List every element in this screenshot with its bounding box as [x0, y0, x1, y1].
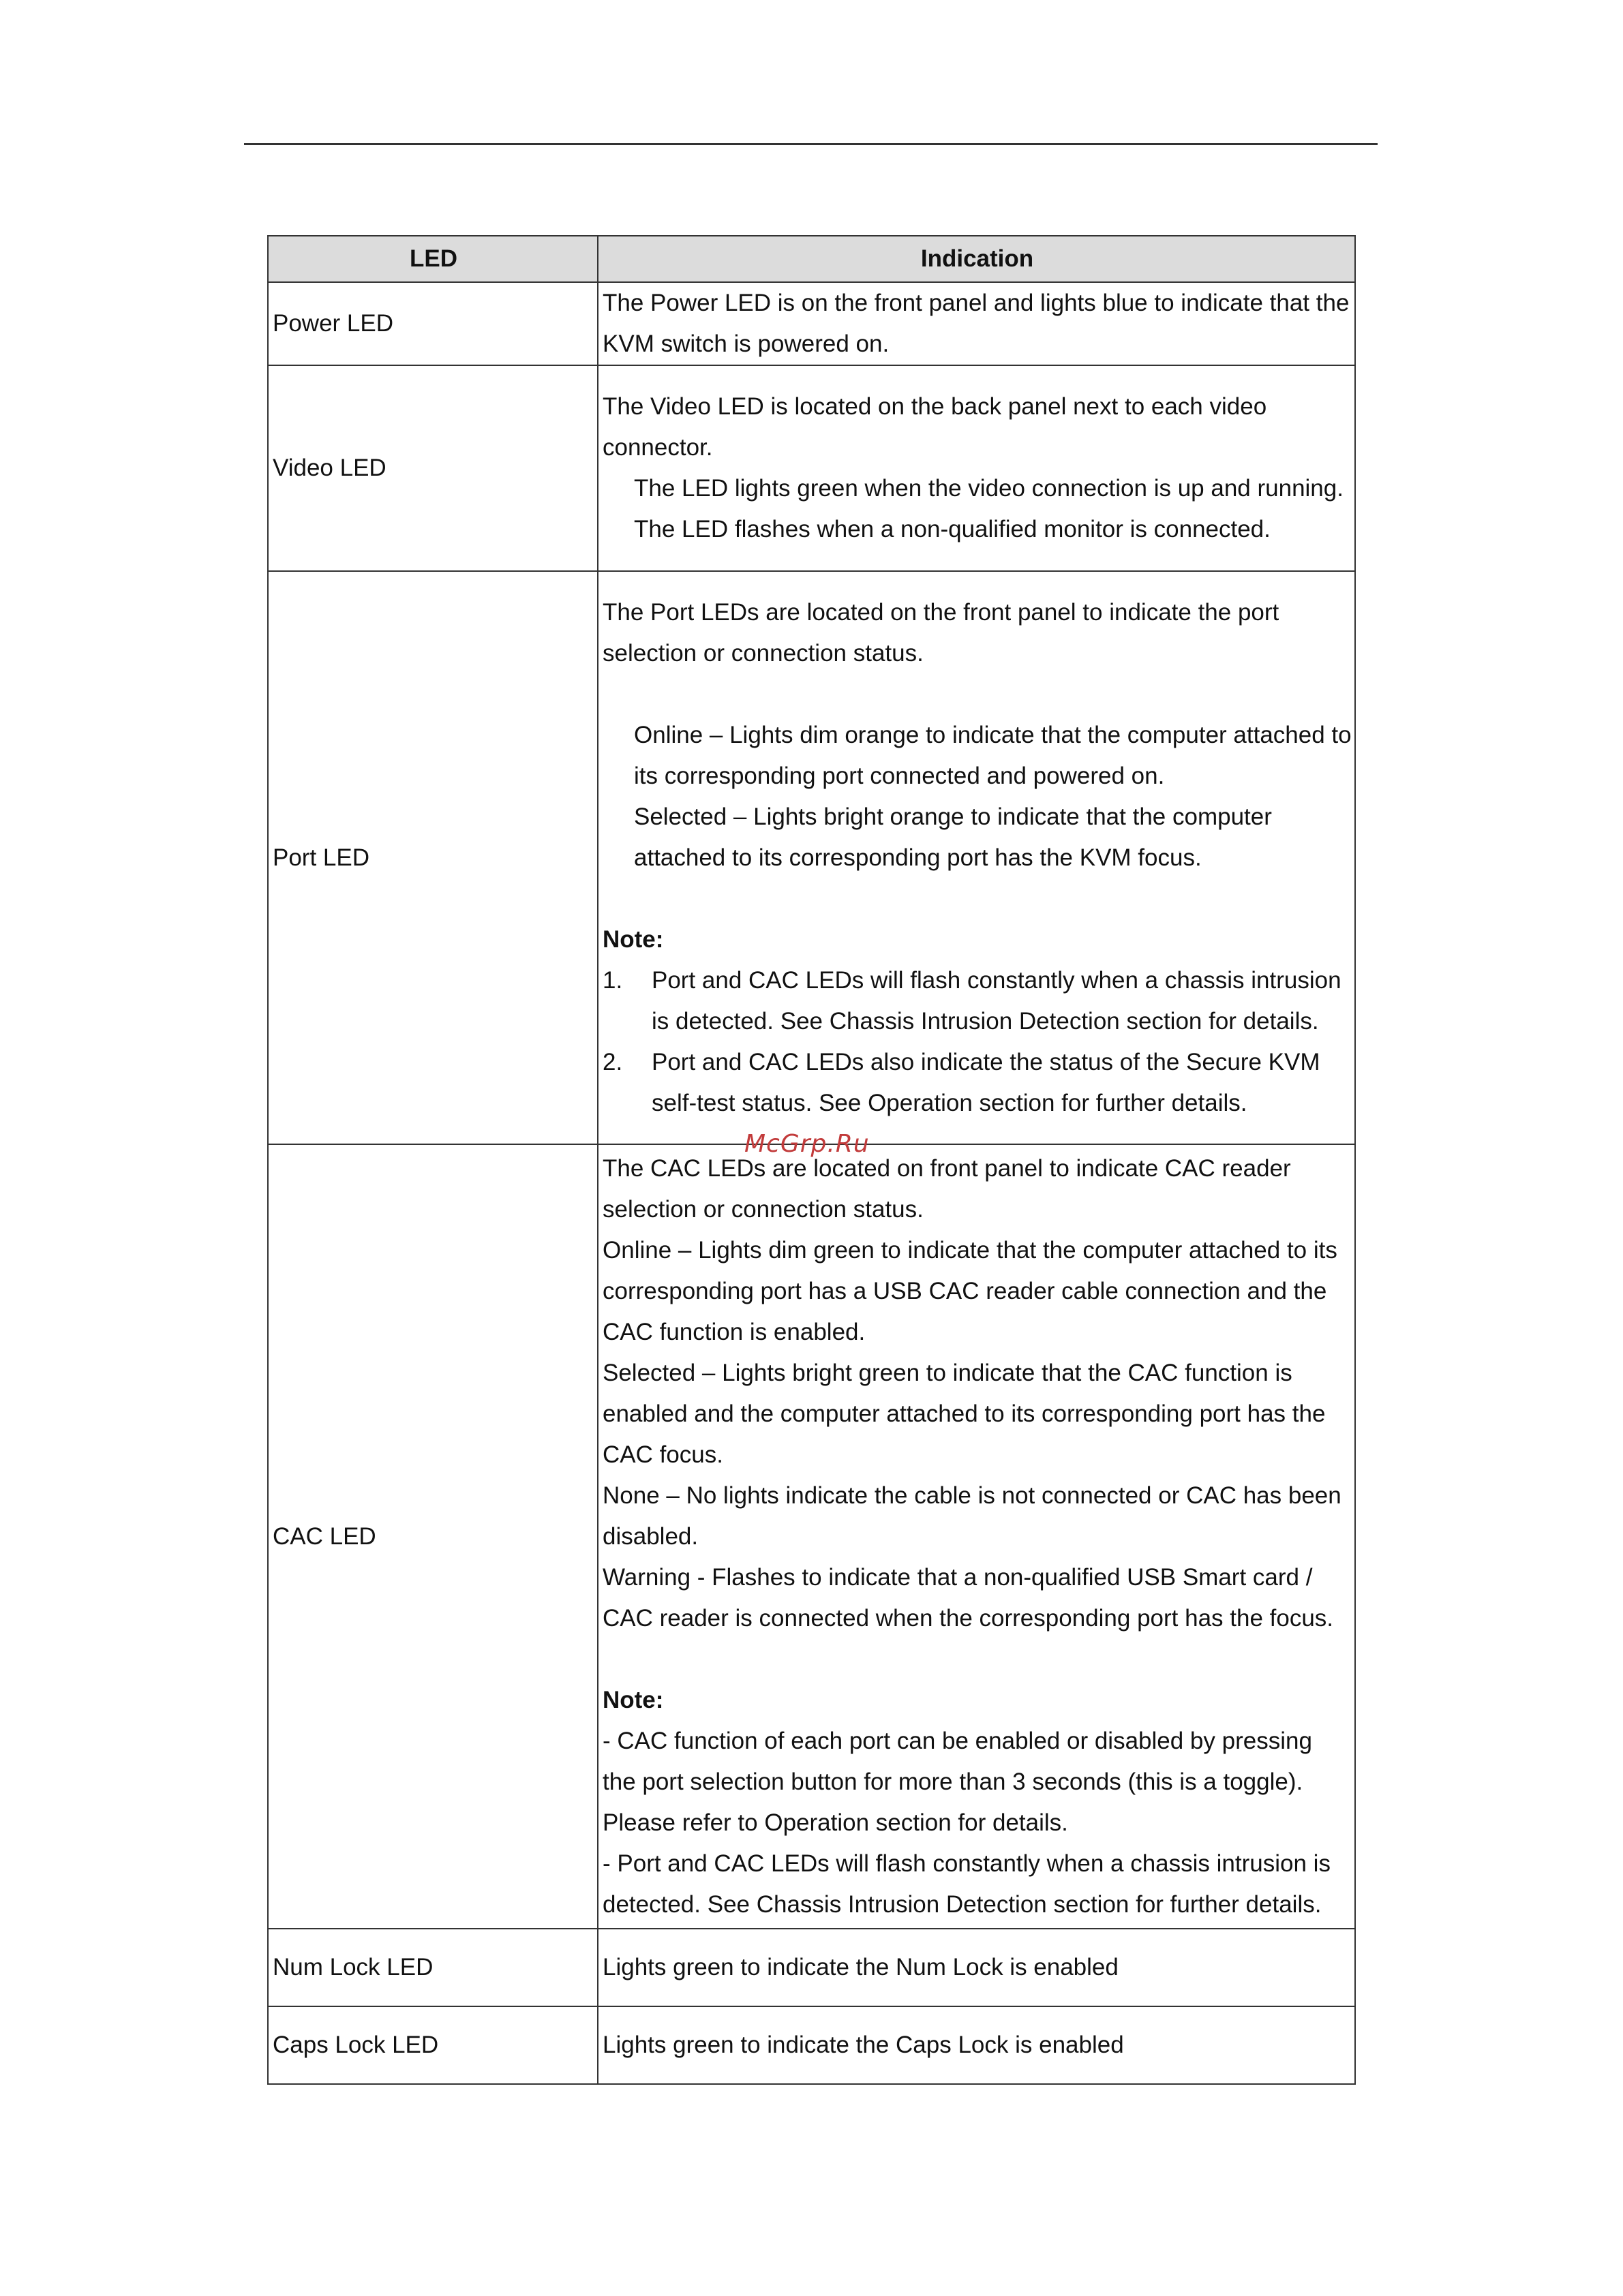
- led-name-cac: CAC LED: [268, 1144, 598, 1929]
- indication-port: [598, 571, 1355, 1144]
- table-row-numlock: [268, 1929, 1355, 2006]
- cac-note-1: - CAC function of each port can be enabled or disabled by pressing the port selection button for more than 3 seconds (this is a toggle). Please refer to Operation section for details.: [603, 1727, 1312, 1836]
- table-row-video: [268, 365, 1355, 571]
- port-note-number-2: 2.: [603, 1048, 623, 1075]
- cac-warning: Warning - Flashes to indicate that a non-qualified USB Smart card / CAC reader is connected when the corresponding port has the focus.: [603, 1563, 1334, 1632]
- led-name-numlock: Num Lock LED: [268, 1929, 598, 2006]
- cac-online: Online – Lights dim green to indicate that the computer attached to its corresponding port has a USB CAC reader cable connection and the CAC function is enabled.: [603, 1236, 1337, 1345]
- indication-cac: [598, 1144, 1355, 1929]
- indication-video: [598, 365, 1355, 571]
- indication-numlock: Lights green to indicate the Num Lock is enabled: [598, 1929, 1355, 2006]
- header-indication: Indication: [598, 236, 1355, 282]
- video-item-2: The LED flashes when a non-qualified monitor is connected.: [634, 516, 1271, 542]
- led-name-video: Video LED: [268, 365, 598, 571]
- cac-selected: Selected – Lights bright green to indicate that the CAC function is enabled and the computer attached to its corresponding port has the CAC focus.: [603, 1359, 1326, 1468]
- port-note-title: Note:: [603, 925, 664, 953]
- port-note-item-1: [603, 960, 1352, 1042]
- table-row-port: [268, 571, 1355, 1144]
- cac-intro: The CAC LEDs are located on front panel to indicate CAC reader selection or connection status.: [603, 1154, 1291, 1223]
- port-note-text-1: Port and CAC LEDs will flash constantly when a chassis intrusion is detected. See Chassis Intrusion Detection section for details.: [652, 966, 1341, 1035]
- header-rule: [244, 143, 1378, 145]
- led-indication-table: [267, 235, 1356, 2085]
- port-note-text-2: Port and CAC LEDs also indicate the status of the Secure KVM self-test status. See Operation section for further details.: [652, 1048, 1320, 1116]
- led-name-capslock: Caps Lock LED: [268, 2006, 598, 2084]
- header-led: LED: [268, 236, 598, 282]
- port-intro: The Port LEDs are located on the front panel to indicate the port selection or connection status.: [603, 598, 1279, 667]
- led-name-power: Power LED: [268, 282, 598, 365]
- video-item-1: The LED lights green when the video connection is up and running.: [634, 475, 1344, 502]
- video-intro: The Video LED is located on the back panel next to each video connector.: [603, 393, 1267, 461]
- watermark: McGrp.Ru: [744, 1130, 870, 1158]
- table-row-capslock: [268, 2006, 1355, 2084]
- table-row-cac: [268, 1144, 1355, 1929]
- cac-note-2: - Port and CAC LEDs will flash constantly when a chassis intrusion is detected. See Chassis Intrusion Detection section for further details.: [603, 1850, 1331, 1918]
- led-name-port: Port LED: [268, 571, 598, 1144]
- port-note-item-2: [603, 1042, 1352, 1124]
- cac-none: None – No lights indicate the cable is not connected or CAC has been disabled.: [603, 1482, 1341, 1550]
- port-online: Online – Lights dim orange to indicate that the computer attached to its corresponding port connected and powered on.: [634, 721, 1352, 789]
- port-selected: Selected – Lights bright orange to indicate that the computer attached to its corresponding port has the KVM focus.: [634, 803, 1272, 871]
- table-row-power: [268, 282, 1355, 365]
- cac-note-title: Note:: [603, 1686, 664, 1713]
- indication-power: The Power LED is on the front panel and lights blue to indicate that the KVM switch is powered on.: [598, 282, 1355, 365]
- indication-capslock: Lights green to indicate the Caps Lock is enabled: [598, 2006, 1355, 2084]
- port-note-number-1: 1.: [603, 966, 623, 994]
- table-header-row: [268, 236, 1355, 282]
